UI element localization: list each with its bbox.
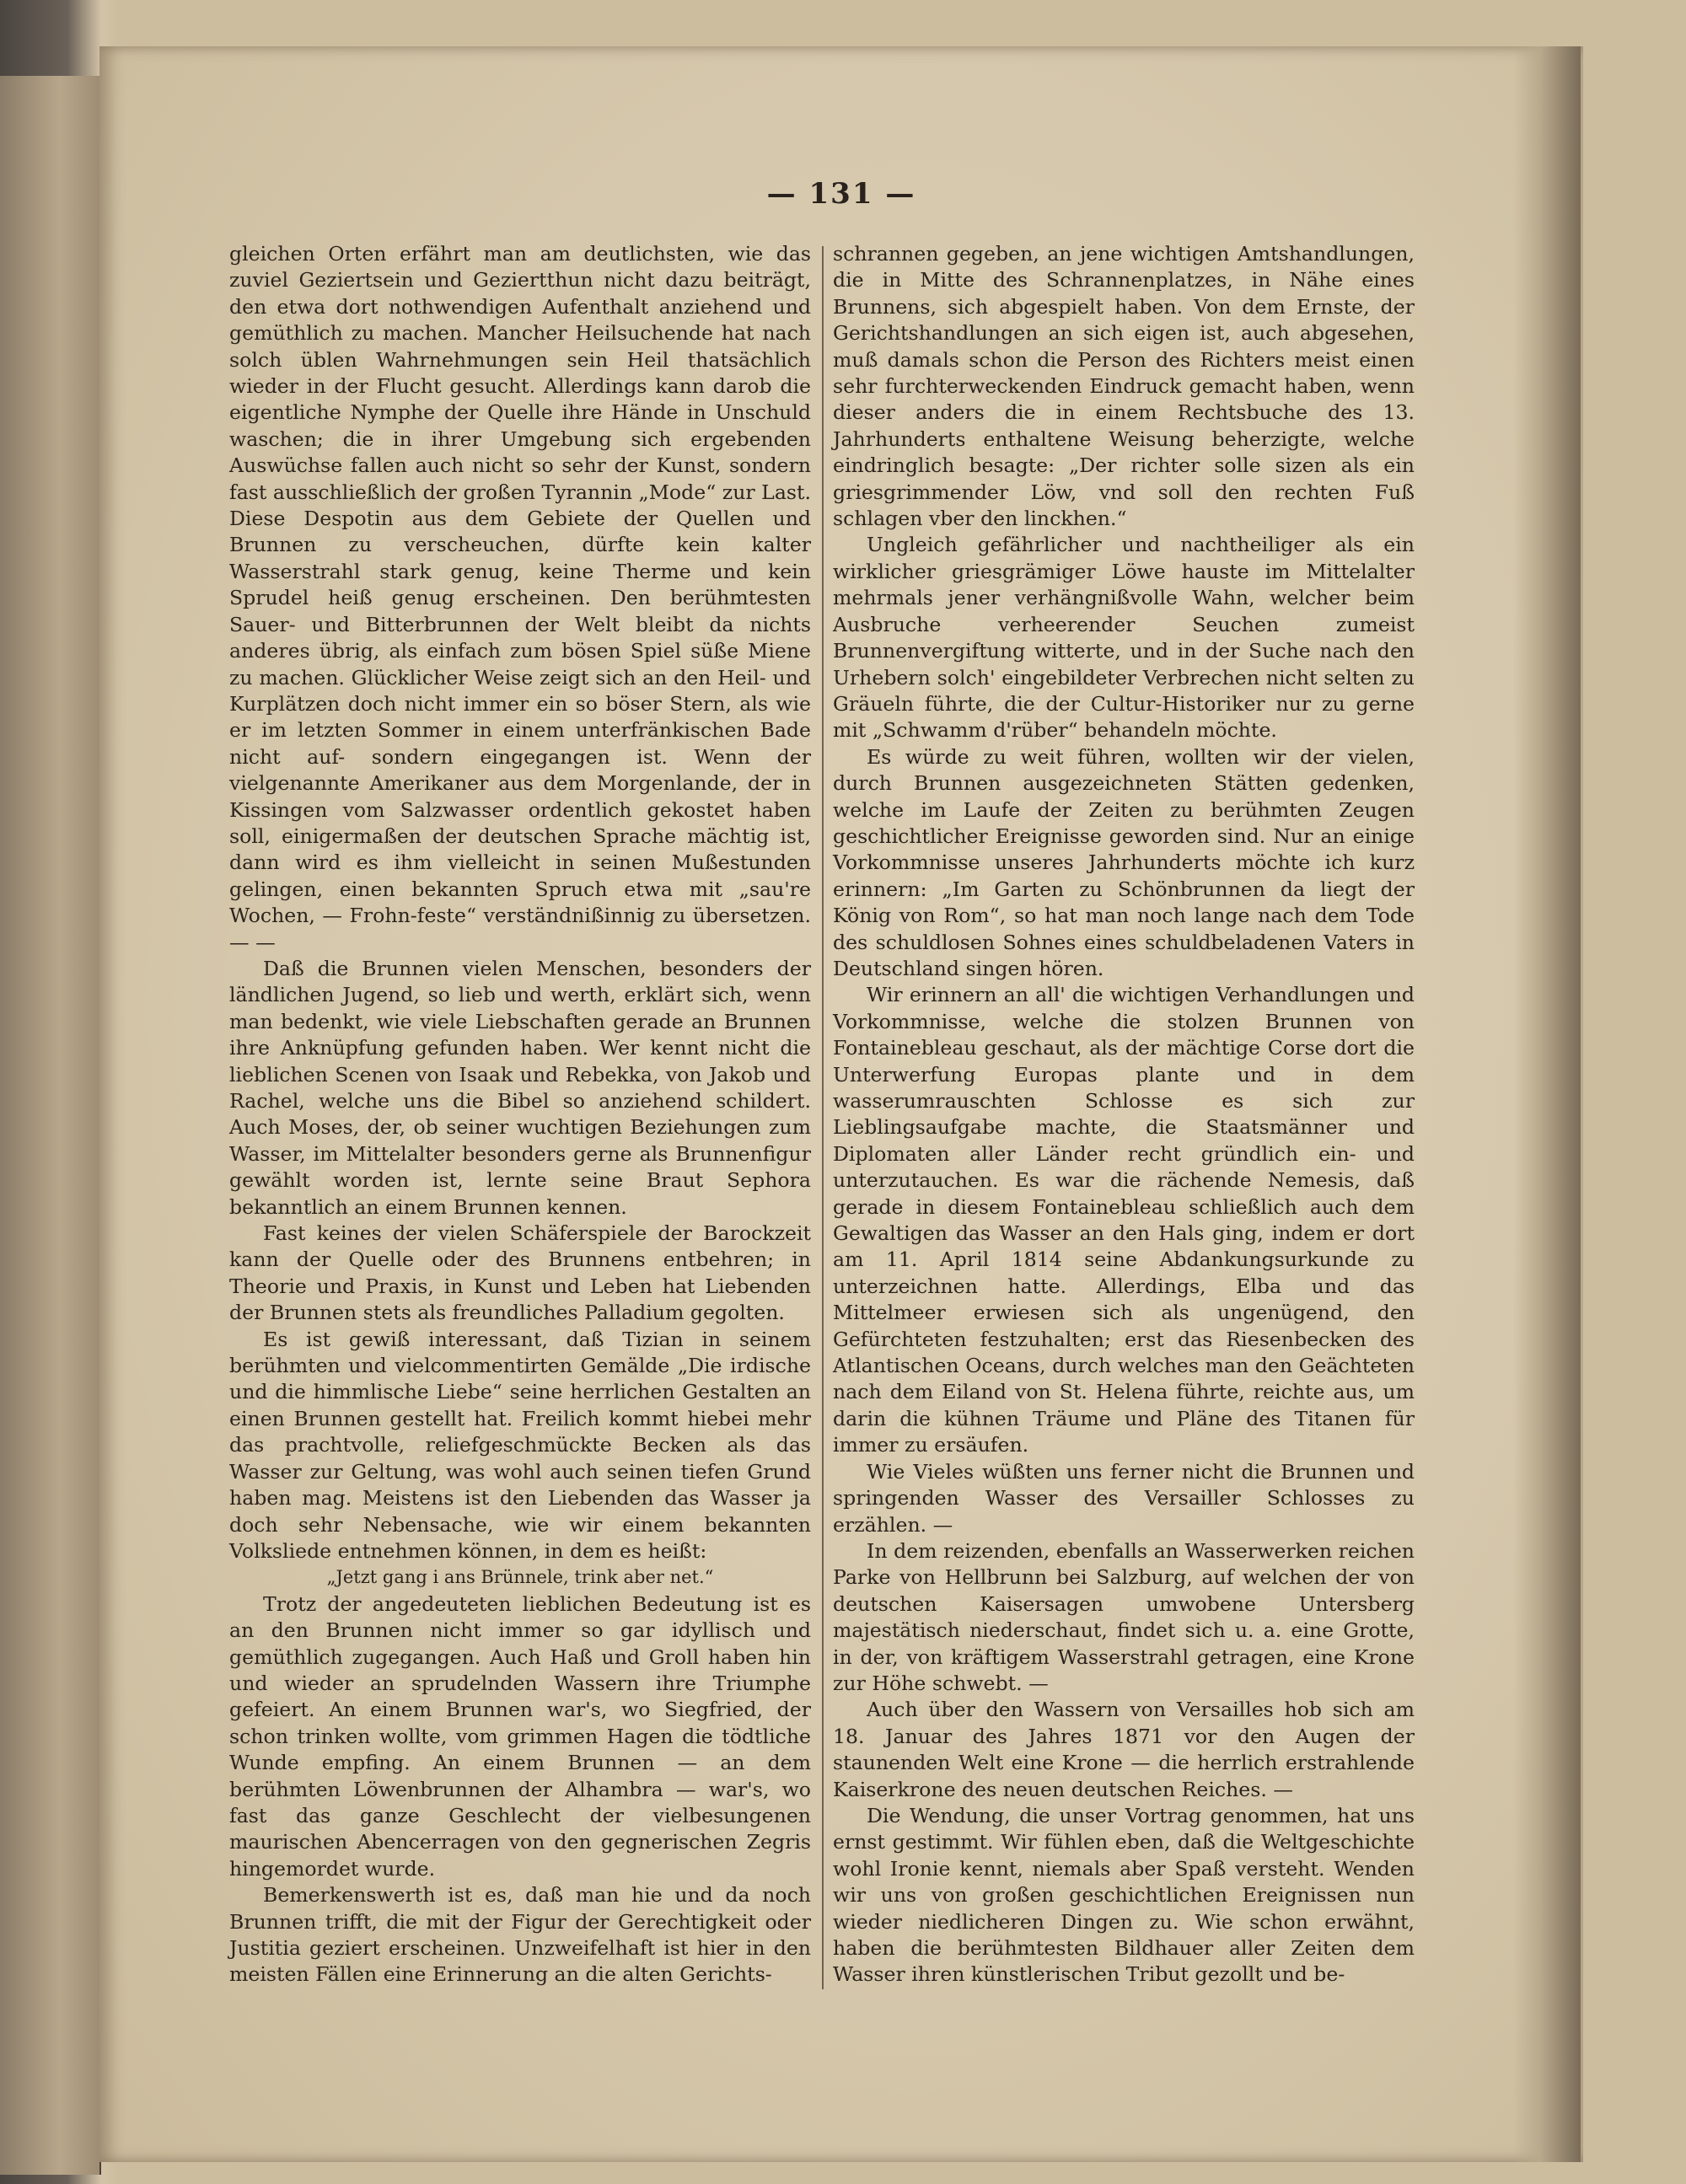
paragraph: schrannen gegeben, an jene wichtigen Amtshandlungen, die in Mitte des Schrannenplatzes, in Nähe eines Brunnens, sich abgespielt haben. Von dem Ernste, der Gerichtshandlungen an sich eigen ist, auch abgesehen, muß damals schon die Person des Richters meist einen sehr furchterweckenden Eindruck gemacht haben, wenn dieser anders die in einem Rechtsbuche des 13. Jahrhunderts enthaltene Weisung beherzigte, welche eindringlich besagte: „Der richter solle sizen als ein griesgrimmender Löw, vnd soll den rechten Fuß schlagen vber den linckhen.“ bbox=[833, 242, 1415, 531]
paragraph: Ungleich gefährlicher und nachtheiliger als ein wirklicher griesgrämiger Löwe hauste im Mittelalter mehrmals jener verhängnißvolle Wahn, welcher beim Ausbruche verheerender Seuchen zumeist Brunnenvergiftung witterte, und in der Suche nach den Urhebern solch' eingebildeter Verbrechen nicht selten zu Gräueln führte, die der Cultur-Historiker nur zu gerne mit „Schwamm d'rüber“ behandeln möchte. bbox=[833, 533, 1415, 743]
paragraph: Es würde zu weit führen, wollten wir der vielen, durch Brunnen ausgezeichneten Stätten gedenken, welche im Laufe der Zeiten zu berühmten Zeugen geschichtlicher Ereignisse geworden sind. Nur an einige Vorkommnisse unseres Jahrhunderts möchte ich kurz erinnern: „Im Garten zu Schönbrunnen da liegt der König von Rom“, so hat man noch lange nach dem Tode des schuldlosen Sohnes eines schuldbeladenen Vaters in Deutschland singen hören. bbox=[833, 744, 1415, 980]
paragraph: Bemerkenswerth ist es, daß man hie und da noch Brunnen trifft, die mit der Figur der Gerechtigkeit oder Justitia geziert erscheinen. Unzweifelhaft ist hier in den meisten Fällen eine Erinnerung an die alten Gerichts- bbox=[229, 1883, 811, 1987]
paragraph: Die Wendung, die unser Vortrag genommen, hat uns ernst gestimmt. Wir fühlen eben, daß die Weltgeschichte wohl Ironie kennt, niemals aber Spaß versteht. Wenden wir uns von großen geschichtlichen Ereignissen nun wieder niedlicheren Dingen zu. Wie schon erwähnt, haben die berühmtesten Bildhauer aller Zeiten dem Wasser ihren künstlerischen Tribut gezollt und be- bbox=[833, 1803, 1415, 1987]
paragraph: „Jetzt gang i ans Brünnele, trink aber net.“ bbox=[326, 1567, 714, 1588]
paragraph: Wie Vieles wüßten uns ferner nicht die Brunnen und springenden Wasser des Versailler Schlosses zu erzählen. — bbox=[833, 1459, 1415, 1537]
page-number: — 131 — bbox=[766, 177, 916, 211]
paragraph: Wir erinnern an all' die wichtigen Verhandlungen und Vorkommnisse, welche die stolzen Brunnen von Fontainebleau geschaut, als der mächtige Corse dort die Unterwerfung Europas plante und in dem wasserumrauschten Schlosse es sich zur Lieblingsaufgabe machte, die Staatsmänner und Diplomaten aller Länder recht gründlich ein- und unterzutauchen. Es war die rächende Nemesis, daß gerade in diesem Fontainebleau schließlich auch dem Gewaltigen das Wasser an den Hals ging, indem er dort am 11. April 1814 seine Abdankungsurkunde zu unterzeichnen hatte. Allerdings, Elba und das Mittelmeer erwiesen sich als ungenügend, den Gefürchteten festzuhalten; erst das Riesenbecken des Atlantischen Oceans, durch welches man den Geächteten nach dem Eiland von St. Helena führte, reichte aus, um darin die kühnen Träume und Pläne des Titanen für immer zu ersäufen. bbox=[833, 983, 1415, 1457]
paragraph: Auch über den Wassern von Versailles hob sich am 18. Januar des Jahres 1871 vor den Augen der staunenden Welt eine Krone — die herrlich erstrahlende Kaiserkrone des neuen deutschen Reiches. — bbox=[833, 1698, 1415, 1801]
column-divider bbox=[822, 246, 824, 1989]
paragraph: Daß die Brunnen vielen Menschen, besonders der ländlichen Jugend, so lieb und werth, erklärt sich, wenn man bedenkt, wie viele Liebschaften gerade an Brunnen ihre Anknüpfung gefunden haben. Wer kennt nicht die lieblichen Scenen von Isaak und Rebekka, von Jakob und Rachel, welche uns die Bibel so anziehend schildert. Auch Moses, der, ob seiner wuchtigen Beziehungen zum Wasser, im Mittelalter besonders gerne als Brunnenfigur gewählt worden ist, lernte seine Braut Sephora bekanntlich an einem Brunnen kennen. bbox=[229, 956, 811, 1219]
right-text-column bbox=[833, 241, 1415, 1988]
left-text-column bbox=[229, 241, 811, 1988]
paragraph: gleichen Orten erfährt man am deutlichsten, wie das zuviel Geziertsein und Geziertthun nicht dazu beiträgt, den etwa dort nothwendigen Aufenthalt anziehend und gemüthlich zu machen. Mancher Heilsuchende hat nach solch üblen Wahrnehmungen sein Heil thatsächlich wieder in der Flucht gesucht. Allerdings kann darob die eigentliche Nymphe der Quelle ihre Hände in Unschuld waschen; die in ihrer Umgebung sich ergebenden Auswüchse fallen auch nicht so sehr der Kunst, sondern fast ausschließlich der großen Tyrannin „Mode“ zur Last. Diese Despotin aus dem Gebiete der Quellen und Brunnen zu verscheuchen, dürfte kein kalter Wasserstrahl stark genug, keine Therme und kein Sprudel heiß genug erscheinen. Den berühmtesten Sauer- und Bitterbrunnen der Welt bleibt da nichts anderes übrig, als einfach zum bösen Spiel süße Miene zu machen. Glücklicher Weise zeigt sich an den Heil- und Kurplätzen doch nicht immer ein so böser Stern, als wie er im letzten Sommer in einem unterfränkischen Bade nicht auf- sondern eingegangen ist. Wenn der vielgenannte Amerikaner aus dem Morgenlande, der in Kissingen vom Salzwasser ordentlich gekostet haben soll, einigermaßen der deutschen Sprache mächtig ist, dann wird es ihm vielleicht in seinen Mußestunden gelingen, einen bekannten Spruch etwa mit „sau're Wochen, — Frohn-feste“ verständnißinnig zu übersetzen. — — bbox=[229, 242, 811, 954]
facing-page-edge bbox=[0, 76, 101, 2175]
paragraph: In dem reizenden, ebenfalls an Wasserwerken reichen Parke von Hellbrunn bei Salzburg, auf welchen der von deutschen Kaisersagen umwobene Untersberg majestätisch niederschaut, findet sich u. a. eine Grotte, in der, von kräftigem Wasserstrahl getragen, eine Krone zur Höhe schwebt. — bbox=[833, 1538, 1415, 1695]
page-right-edge bbox=[1513, 46, 1581, 2162]
paragraph: Fast keines der vielen Schäferspiele der Barockzeit kann der Quelle oder des Brunnens entbehren; in Theorie und Praxis, in Kunst und Leben hat Liebenden der Brunnen stets als freundliches Palladium gegolten. bbox=[229, 1221, 811, 1325]
paragraph: Es ist gewiß interessant, daß Tizian in seinem berühmten und vielcommentirten Gemälde „Die irdische und die himmlische Liebe“ seine herrlichen Gestalten an einen Brunnen gestellt hat. Freilich kommt hiebei mehr das prachtvolle, reliefgeschmückte Becken als das Wasser zur Geltung, was wohl auch seinen tiefen Grund haben mag. Meistens ist den Liebenden das Wasser ja doch sehr Nebensache, wie wir einem bekannten Volksliede entnehmen können, in dem es heißt: bbox=[229, 1327, 811, 1563]
paragraph: Trotz der angedeuteten lieblichen Bedeutung ist es an den Brunnen nicht immer so gar idyllisch und gemüthlich zugegangen. Auch Haß und Groll haben hin und wieder an sprudelnden Wassern ihre Triumphe gefeiert. An einem Brunnen war's, wo Siegfried, der schon trinken wollte, vom grimmen Hagen die tödtliche Wunde empfing. An einem Brunnen — an dem berühmten Löwenbrunnen der Alhambra — war's, wo fast das ganze Geschlecht der vielbesungenen maurischen Abencerragen von den gegnerischen Zegris hingemordet wurde. bbox=[229, 1591, 811, 1881]
